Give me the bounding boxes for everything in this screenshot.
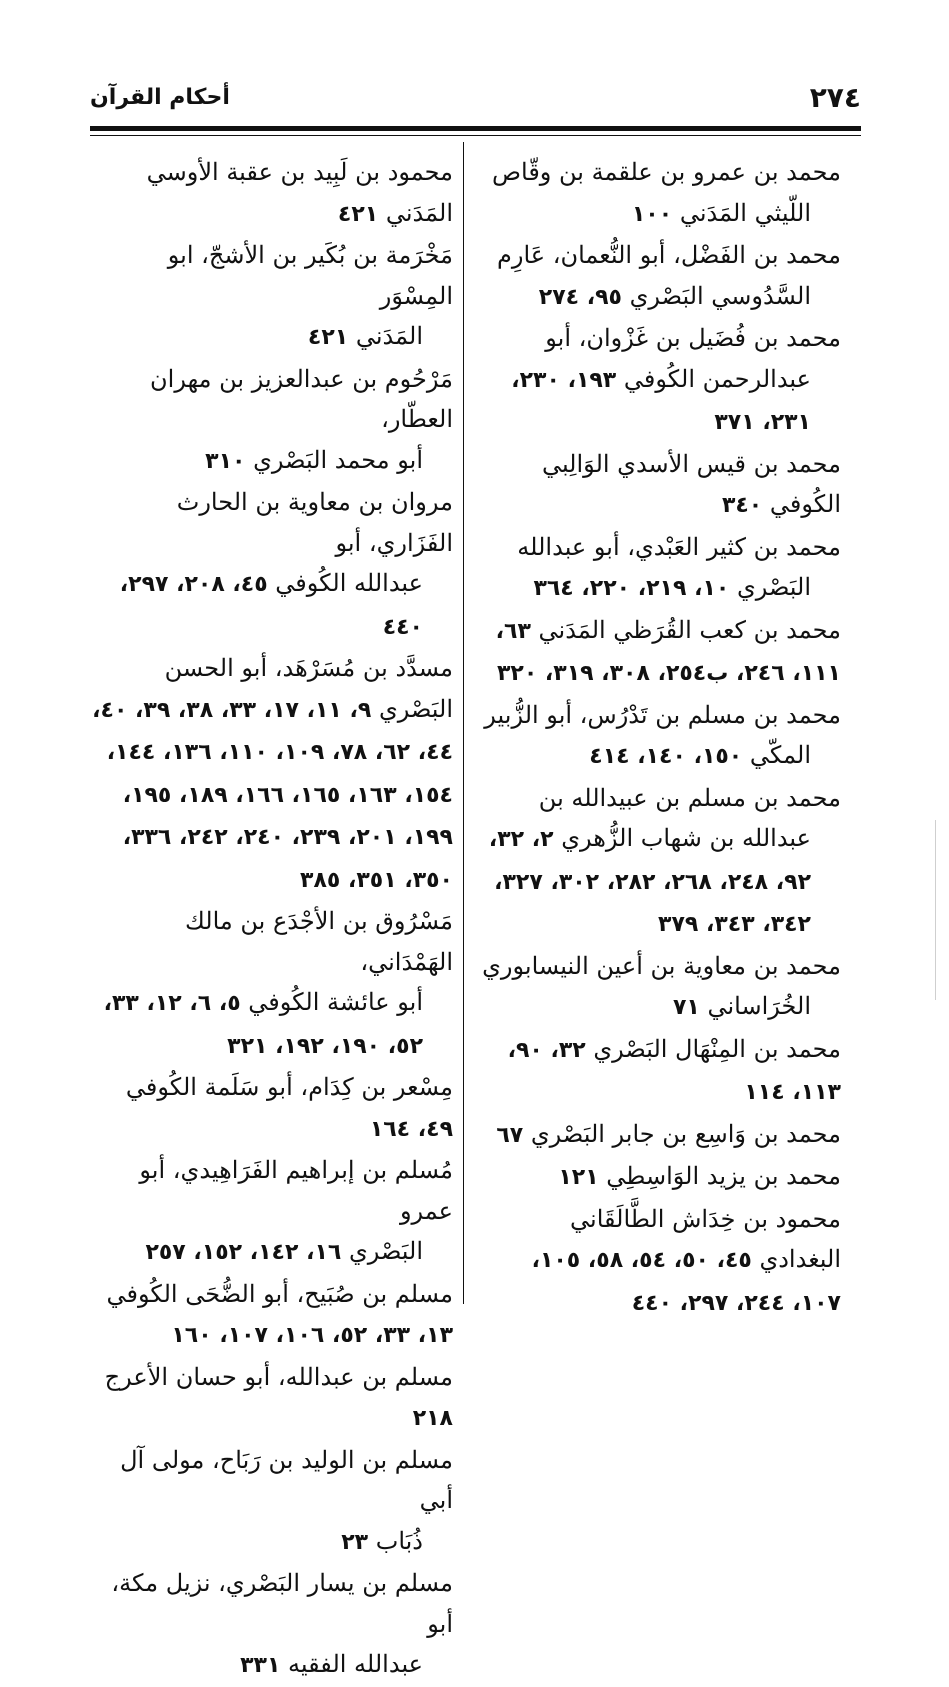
entry-page-refs: ١٠، ٢١٩، ٢٢٠، ٣٦٤: [533, 576, 730, 601]
entry-continuation: [481, 986, 841, 1029]
entry-page-refs: ٩٥، ٢٧٤: [538, 284, 622, 310]
index-entry: [481, 946, 841, 1029]
entry-continuation: [481, 818, 841, 946]
index-entry: [91, 359, 453, 483]
index-entry: [481, 610, 841, 695]
index-entry: [481, 1029, 841, 1114]
entry-name: مسلم بن عبدالله، أبو حسان الأعرج: [104, 1362, 453, 1391]
entry-epithet: ذُبَاب: [375, 1526, 423, 1555]
index-entry: [91, 1274, 453, 1357]
page-header: [90, 80, 861, 120]
entry-page-refs: ٦٧: [496, 1122, 524, 1148]
index-entry: [481, 1114, 841, 1157]
entry-name: مَرْحُوم بن عبدالعزيز بن مهران العطّار،: [150, 364, 453, 433]
entry-name: مروان بن معاوية بن الحارث الفَزَاري، أبو: [176, 488, 453, 557]
index-entry: [481, 1199, 841, 1325]
entry-page-refs: ٢٣: [341, 1529, 369, 1555]
index-entry: [91, 482, 453, 648]
entry-page-refs: ١٦، ١٤٢، ١٥٢، ٢٥٧: [145, 1240, 342, 1265]
entry-page-refs: ٤٢١: [337, 201, 379, 227]
left-column: [91, 152, 453, 1687]
entry-name: محمد بن كعب القُرَظي المَدَني: [538, 615, 841, 644]
entry-continuation: [91, 982, 453, 1067]
entry-epithet: عبدالله الكُوفي: [275, 569, 423, 597]
entry-epithet: البَصْري: [348, 1237, 423, 1265]
entry-page-refs: ٦٣، ١١١، ٢٤٦، ب٢٥٤، ٣٠٨، ٣١٩، ٣٢٠: [495, 618, 841, 686]
index-entry: [481, 527, 841, 610]
entry-epithet: عبدالله الفقيه: [288, 1650, 423, 1678]
entry-page-refs: ٢١٨: [412, 1406, 453, 1431]
entry-page-refs: ٢، ٣٢، ٩٢، ٢٤٨، ٢٦٨، ٢٨٢، ٣٠٢، ٣٢٧، ٣٤٢، ٣٤٣، ٣٧٩: [488, 827, 811, 937]
entry-name: مسلم بن صُبَيح، أبو الضُّحَى الكُوفي: [106, 1279, 453, 1308]
entry-name: محمود بن لَبِيد بن عقبة الأوسي المَدَني: [146, 158, 453, 227]
entry-continuation: [481, 193, 841, 236]
entry-continuation: [481, 567, 841, 610]
index-entry: [91, 1440, 453, 1564]
entry-epithet: أبو عائشة الكُوفي: [248, 988, 423, 1016]
entry-page-refs: ٥، ٦، ١٢، ٣٣، ٥٢، ١٩٠، ١٩٢، ٣٢١: [103, 991, 423, 1059]
entry-name: محمد بن الفَضْل، أبو النُّعمان، عَارِم: [497, 241, 841, 269]
entry-name: مِسْعر بن كِدَام، أبو سَلَمة الكُوفي: [125, 1073, 453, 1101]
entry-epithet: السَّدُوسي البَصْري: [629, 281, 811, 310]
index-entry: [91, 152, 453, 235]
index-entry: [481, 695, 841, 778]
index-entry: [91, 1067, 453, 1150]
entry-name: مُسلم بن إبراهيم الفَرَاهِيدي، أبو عمرو: [139, 1156, 453, 1225]
entry-name: محمد بن قيس الأسدي الوَالِبي الكُوفي: [541, 449, 841, 518]
entry-page-refs: ١٠٠: [631, 201, 673, 227]
entry-continuation: [481, 735, 841, 778]
entry-name: مسدَّد بن مُسَرْهَد، أبو الحسن البَصْري: [164, 654, 453, 723]
entry-name: مَسْرُوق بن الأجْدَع بن مالك الهَمْدَاني،: [185, 907, 453, 976]
entry-page-refs: ١٢١: [558, 1165, 599, 1190]
index-entry: [481, 235, 841, 318]
entry-name: محمد بن مسلم بن عبيدالله بن: [538, 783, 841, 812]
entry-name: محمد بن وَاسِع بن جابر البَصْري: [530, 1119, 841, 1148]
index-entry: [481, 1156, 841, 1199]
header-rule-thick: [90, 126, 861, 131]
entry-continuation: [91, 563, 453, 648]
entry-name: محمد بن المِنْهَال البَصْري: [593, 1034, 841, 1063]
entry-continuation: [91, 1231, 453, 1274]
entry-epithet: البَصْري: [736, 573, 811, 601]
entry-epithet: المَدَني: [355, 322, 423, 350]
entry-epithet: المكّي: [749, 741, 811, 769]
header-rule-thin: [90, 135, 861, 136]
index-entry: [91, 235, 453, 359]
index-entry: [481, 778, 841, 946]
index-entry: [481, 318, 841, 444]
right-column: [481, 152, 841, 1324]
entry-page-refs: ٤٥، ٥٠، ٥٤، ٥٨، ١٠٥، ١٠٧، ٢٤٤، ٢٩٧، ٤٤٠: [531, 1248, 841, 1316]
entry-name: مسلم بن يسار البَصْري، نزيل مكة، أبو: [111, 1569, 453, 1638]
index-entry: [91, 1357, 453, 1440]
index-entry: [91, 901, 453, 1067]
index-entry: [91, 648, 453, 901]
entry-page-refs: ٣١٠: [205, 448, 246, 474]
entry-page-refs: ١٩٣، ٢٣٠، ٢٣١، ٣٧١: [511, 367, 811, 435]
index-entry: [481, 444, 841, 527]
entry-name: مَخْرَمة بن بُكَير بن الأشجّ، ابو المِسْوَر: [167, 241, 453, 310]
entry-page-refs: ٧١: [673, 995, 700, 1020]
index-entry: [91, 1563, 453, 1687]
entry-continuation: [481, 276, 841, 319]
entry-page-refs: ١٣، ٣٣، ٥٢، ١٠٦، ١٠٧، ١٦٠: [171, 1323, 453, 1348]
entry-page-refs: ١٥٠، ١٤٠، ٤١٤: [589, 744, 743, 769]
entry-name: مسلم بن الوليد بن رَبَاح، مولى آل أبي: [120, 1445, 453, 1514]
book-title: أحكام القرآن: [90, 85, 230, 110]
entry-name: محمد بن فُضَيل بن غَزْوان، أبو: [545, 324, 841, 352]
entry-name: محمد بن يزيد الوَاسِطِي: [606, 1162, 841, 1190]
entry-page-refs: ٣٣١: [240, 1653, 281, 1678]
entry-continuation: [91, 1644, 453, 1687]
entry-name: محمد بن كثير العَبْدي، أبو عبدالله: [517, 532, 841, 561]
entry-page-refs: ٣٤٠: [721, 493, 763, 518]
entry-name: محمد بن عمرو بن علقمة بن وقّاص: [491, 158, 841, 186]
column-divider: [463, 142, 464, 1304]
scan-mark: [935, 820, 936, 1000]
page-number: ٢٧٤: [809, 81, 861, 114]
entry-page-refs: ٤٢١: [307, 325, 349, 350]
entry-page-refs: ٤٥، ٢٠٨، ٢٩٧، ٤٤٠: [119, 572, 423, 640]
entry-epithet: عبدالرحمن الكُوفي: [623, 364, 811, 393]
entry-name: محمود بن خِدَاش الطَّالَقَاني البغدادي: [570, 1204, 841, 1273]
entry-name: محمد بن معاوية بن أعين النيسابوري: [482, 951, 841, 980]
entry-name: محمد بن مسلم بن تَدْرُس، أبو الزُّبير: [484, 700, 841, 729]
entry-epithet: اللّيثي المَدَني: [679, 198, 811, 227]
entry-page-refs: ٩، ١١، ١٧، ٣٣، ٣٨، ٣٩، ٤٠، ٤٤، ٦٢، ٧٨، ١٠٩، ١١٠، ١٣٦، ١٤٤، ١٥٤، ١٦٣، ١٦٥، ١٦٦، ١٨٩، ١٩٥، ١٩٩، ٢٠١، ٢٣٩، ٢٤٠، ٢٤٢، ٣٣٦، ٣٥٠، ٣٥١، ٣٨٥: [92, 697, 453, 893]
entry-continuation: [481, 359, 841, 444]
entry-epithet: أبو محمد البَصْري: [253, 445, 423, 474]
index-entry: [91, 1150, 453, 1274]
index-entry: [481, 152, 841, 235]
entry-continuation: [91, 316, 453, 359]
entry-page-refs: ٤٩، ١٦٤: [369, 1116, 453, 1142]
entry-continuation: [91, 440, 453, 483]
entry-epithet: الخُرَاساني: [707, 992, 811, 1020]
entry-epithet: عبدالله بن شهاب الزُّهري: [561, 824, 811, 852]
entry-continuation: [91, 1521, 453, 1564]
entry-page-refs: ٣٢، ٩٠، ١١٣، ١١٤: [507, 1037, 841, 1105]
